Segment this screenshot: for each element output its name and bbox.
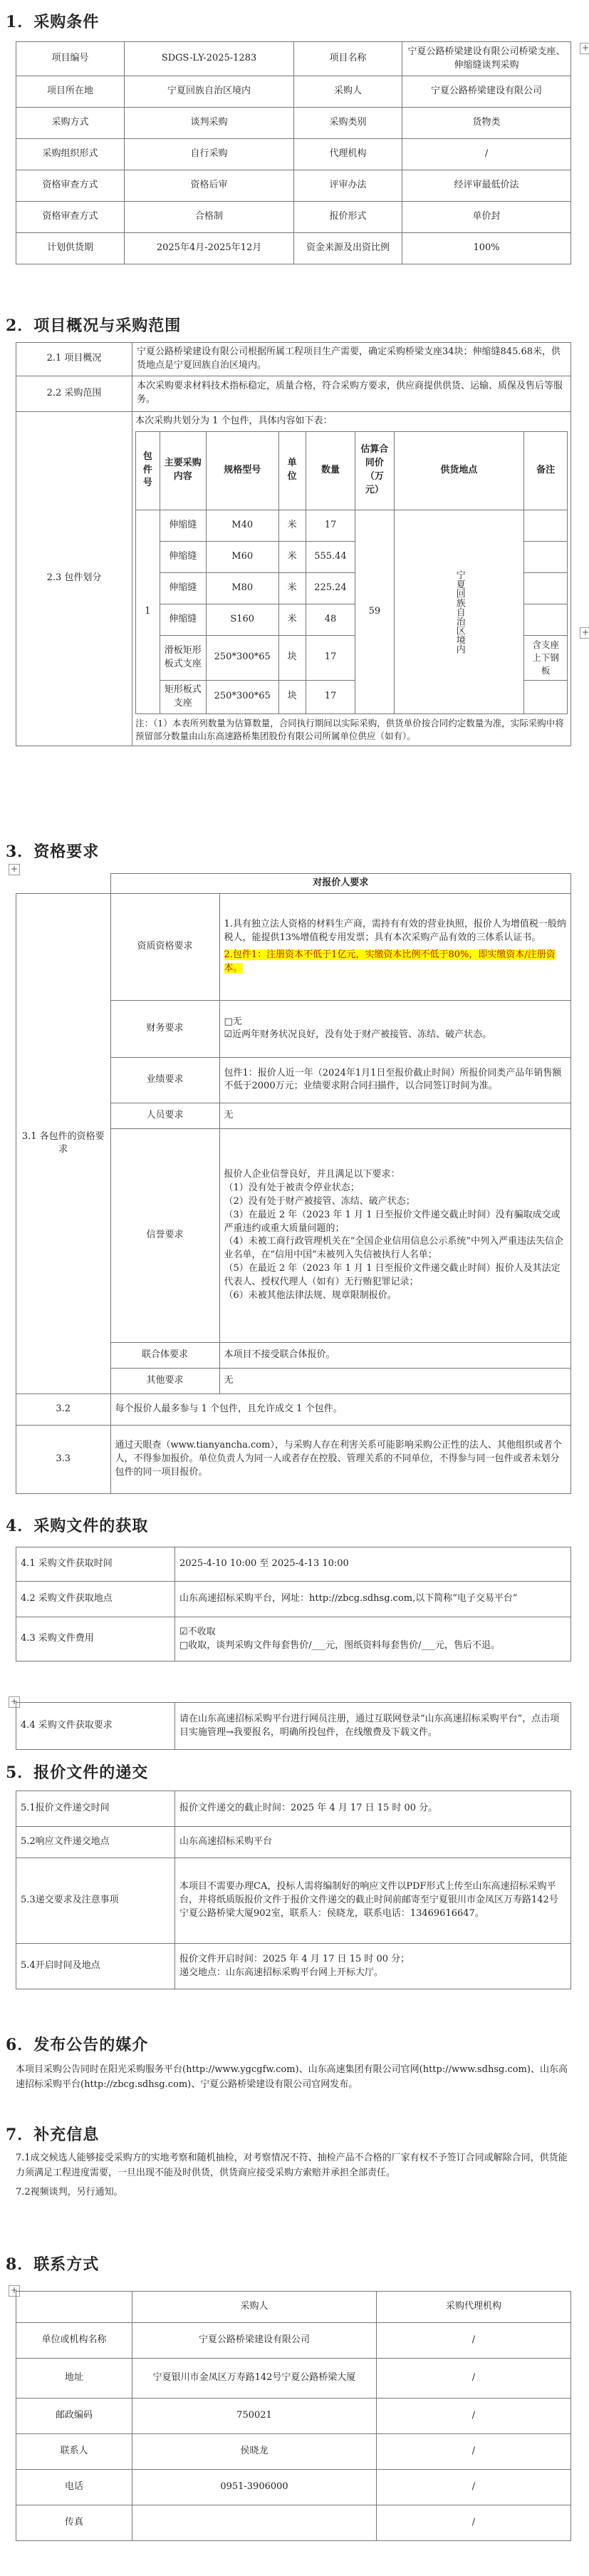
package-header-cell: 数量 — [306, 431, 355, 510]
condition-key: 项目所在地 — [16, 76, 125, 108]
rule-33-label: 3.3 — [16, 1425, 111, 1493]
package-header-cell: 备注 — [524, 431, 568, 510]
condition-key: 采购组织形式 — [16, 139, 125, 170]
package-cell: M80 — [206, 572, 278, 604]
procurement-conditions-table — [16, 41, 571, 264]
package-cell: 伸缩缝 — [160, 572, 206, 604]
condition-key: 资格审查方式 — [16, 170, 125, 202]
acquisition-key: 4.2 采购文件获取地点 — [16, 1582, 175, 1617]
package-footnote: 注：（1）本表所列数量为估算数量，合同执行期间以实际采购，供货单价按合同约定数量为准，实际采购中将预留部分数量由山东高速路桥集团股份有限公司所属单位供应（如有）。 — [135, 717, 564, 741]
estimated-price: 59 — [355, 510, 394, 713]
qualification-text: 本项目不接受联合体报价。 — [224, 1349, 335, 1360]
section-3-title: 3．资格要求 — [6, 843, 100, 861]
package-cell: 块 — [278, 680, 306, 713]
condition-key: 项目编号 — [16, 42, 125, 76]
package-header-cell: 供货地点 — [394, 431, 524, 510]
conditions-row — [16, 202, 571, 233]
contact-cell: / — [377, 2434, 571, 2470]
package-cell: 555.44 — [306, 541, 355, 572]
package-remark — [524, 604, 568, 635]
condition-value: / — [402, 139, 571, 170]
contact-cell: 联系人 — [16, 2434, 132, 2470]
qualification-value — [219, 1368, 571, 1393]
submission-row — [16, 1858, 571, 1944]
contact-cell: / — [377, 2505, 571, 2541]
condition-value: 资格后审 — [125, 170, 294, 202]
package-cell: 伸缩缝 — [160, 604, 206, 635]
package-cell: 米 — [278, 541, 306, 572]
contact-table — [16, 2291, 571, 2541]
package-header-cell: 单位 — [278, 431, 306, 510]
supplement-line: 7.2视频谈判，另行通知。 — [16, 2186, 123, 2198]
section-2-title: 2．项目概况与采购范围 — [6, 316, 182, 335]
section-5-title: 5．报价文件的递交 — [6, 1763, 149, 1782]
condition-key: 采购类别 — [294, 108, 402, 139]
acq-req-text: 请在山东高速招标采购平台进行网员注册，通过互联网登录“山东高速招标采购平台”，点击项目实施管理→我要报名，明确所投包件，在线缴费及下载文件。 — [175, 1703, 571, 1750]
condition-key: 计划供货期 — [16, 233, 125, 264]
plus-icon[interactable]: + — [9, 864, 20, 875]
contact-row — [16, 2470, 571, 2505]
conditions-row — [16, 42, 571, 76]
condition-key: 评审办法 — [294, 170, 402, 202]
acquisition-requirement-table — [16, 1702, 571, 1750]
qualification-text: 无 — [224, 1109, 234, 1120]
package-cell: 伸缩缝 — [160, 510, 206, 541]
condition-key: 项目名称 — [294, 42, 402, 76]
package-cell: 48 — [306, 604, 355, 635]
package-cell: M40 — [206, 510, 278, 541]
contact-cell: / — [377, 2359, 571, 2399]
condition-key: 采购方式 — [16, 108, 125, 139]
conditions-row — [16, 76, 571, 108]
acquisition-row — [16, 1547, 571, 1582]
package-cell: 250*300*65 — [206, 680, 278, 713]
condition-value: 谈判采购 — [125, 108, 294, 139]
submission-key: 5.2响应文件递交地点 — [16, 1827, 175, 1858]
contact-header-cell: 采购人 — [132, 2292, 377, 2323]
package-cell: 米 — [278, 604, 306, 635]
acquisition-key: 4.3 采购文件费用 — [16, 1617, 175, 1661]
condition-value: 宁夏公路桥梁建设有限公司桥梁支座、伸缩缝谈判采购 — [402, 42, 571, 76]
contact-cell: 侯晓龙 — [132, 2434, 377, 2470]
qualification-key: 其他要求 — [110, 1368, 219, 1393]
package-intro: 本次采购共划分为 1 个包件，具体内容如下表： — [135, 415, 333, 426]
contact-header-cell — [16, 2292, 132, 2323]
condition-key: 资格审查方式 — [16, 202, 125, 233]
condition-value: 合格制 — [125, 202, 294, 233]
contact-cell: 电话 — [16, 2470, 132, 2505]
qualification-text: 1.具有独立法人资格的材料生产商，需持有有效的营业执照，报价人为增值税一般纳税人，能提供13%增值税专用发票；具有本次采购产品有效的三体系认证书。 — [224, 918, 566, 943]
plus-icon[interactable]: + — [580, 43, 589, 54]
conditions-row — [16, 139, 571, 170]
plus-icon[interactable]: + — [580, 627, 589, 639]
submission-key: 5.3递交要求及注意事项 — [16, 1858, 175, 1944]
qualification-value — [219, 1000, 571, 1057]
scope-text: 本次采购要求材料技术指标稳定，质量合格，符合采购方要求，供应商提供供货、运输、质保及售后等服务。 — [132, 376, 571, 411]
contact-row — [16, 2399, 571, 2434]
qualification-value — [219, 1057, 571, 1103]
section-6-title: 6．发布公告的媒介 — [6, 2036, 149, 2054]
qualification-key: 资质资格要求 — [110, 893, 219, 1000]
delivery-place: 宁夏回族自治区境内 — [394, 510, 524, 713]
condition-key: 资金来源及出资比例 — [294, 233, 402, 264]
rule-32-label: 3.2 — [16, 1393, 111, 1425]
qualification-key: 财务要求 — [110, 1000, 219, 1057]
contact-cell: 邮政编码 — [16, 2399, 132, 2434]
qualification-key: 联合体要求 — [110, 1342, 219, 1368]
contact-cell: 单位或机构名称 — [16, 2323, 132, 2359]
submission-row — [16, 1944, 571, 1989]
package-remark — [524, 541, 568, 572]
condition-value: 经评审最低价法 — [402, 170, 571, 202]
qualification-value — [219, 1342, 571, 1368]
condition-key: 报价形式 — [294, 202, 402, 233]
qualification-value — [219, 1103, 571, 1128]
contact-cell: 传真 — [16, 2505, 132, 2541]
condition-value: 宁夏回族自治区境内 — [125, 76, 294, 108]
package-number: 1 — [136, 510, 160, 713]
qualification-value — [219, 1128, 571, 1342]
package-remark — [524, 510, 568, 541]
condition-value: 2025年4月-2025年12月 — [125, 233, 294, 264]
condition-value: SDGS-LY-2025-1283 — [125, 42, 294, 76]
contact-header-row — [16, 2292, 571, 2323]
contact-header-cell: 采购代理机构 — [377, 2292, 571, 2323]
package-header-cell: 包件号 — [136, 431, 160, 510]
qualification-value — [219, 893, 571, 1000]
package-remark: 含支座上下钢板 — [524, 635, 568, 680]
overview-text: 宁夏公路桥梁建设有限公司根据所属工程项目生产需要，确定采购桥梁支座34块；伸缩缝845.68米，供货地点是宁夏回族自治区境内。 — [132, 343, 571, 376]
acquisition-value: ☑不收取 □收取，谈判采购文件每套售价/___元，图纸资料每套售价/___元，售后不退。 — [175, 1617, 571, 1661]
contact-cell: 0951-3906000 — [132, 2470, 377, 2505]
acquisition-row — [16, 1617, 571, 1661]
section-8-title: 8．联系方式 — [6, 2255, 100, 2274]
package-cell: 块 — [278, 635, 306, 680]
package-row — [136, 510, 568, 541]
package-cell: 滑板矩形板式支座 — [160, 635, 206, 680]
package-cell: M60 — [206, 541, 278, 572]
package-header-cell: 规格型号 — [206, 431, 278, 510]
section-7-title: 7．补充信息 — [6, 2126, 100, 2144]
qualification-text: 报价人企业信誉良好，并且满足以下要求： （1）没有处于被责令停业状态； （2）没有处于财产被接管、冻结、破产状态； （3）在最近 2 年（2023 年 1 月 1 日至报价文件递交截止时间）没有骗取成交或严重违约或重大质量问题的； （4）未被工商行政管理机关在“全国企业信用信息公示系统”中列入严重违法失信企业名单，在“信用中国”未被列入失信被执行人名单； （5）在最近 2 年（2023 年 1 月 1 日至报价文件递交截止时间）报价人及其法定代表人、授权代理人（如有）无行贿犯罪记录； （6）未被其他法律法规、规章限制报价。 — [224, 1169, 564, 1301]
condition-value: 宁夏公路桥梁建设有限公司 — [402, 76, 571, 108]
highlight-text: 2.包件1：注册资本不低于1亿元，实缴资本比例不低于80%，即实缴资本/注册资本。 — [224, 949, 556, 974]
package-cell: 17 — [306, 510, 355, 541]
package-label: 2.3 包件划分 — [16, 411, 132, 746]
package-cell: 矩形板式支座 — [160, 680, 206, 713]
acquisition-value: 山东高速招标采购平台，网址：http://zbcg.sdhsg.com,以下简称“电子交易平台” — [175, 1582, 571, 1617]
package-cell: 米 — [278, 572, 306, 604]
contact-row — [16, 2359, 571, 2399]
package-cell: S160 — [206, 604, 278, 635]
qualification-table — [16, 873, 571, 1494]
acq-req-label: 4.4 采购文件获取要求 — [16, 1703, 175, 1750]
package-cell: 伸缩缝 — [160, 541, 206, 572]
supplement-lines — [16, 2151, 571, 2204]
acquisition-value: 2025-4-10 10:00 至 2025-4-13 10:00 — [175, 1547, 571, 1582]
qualification-text: 无 — [224, 1374, 234, 1386]
contact-cell: 宁夏银川市金凤区万寿路142号宁夏公路桥梁大厦 — [132, 2359, 377, 2399]
media-text: 本项目采购公告同时在阳光采购服务平台(http://www.ygcgfw.com)、山东高速集团有限公司官网(http://www.sdhsg.com)、山东高速招标采购平台(http://zbcg.sdhsg.com)、宁夏公路桥梁建设有限公司官网发布。 — [16, 2064, 568, 2090]
package-table — [135, 431, 568, 714]
submission-row — [16, 1827, 571, 1858]
condition-value: 自行采购 — [125, 139, 294, 170]
condition-key: 代理机构 — [294, 139, 402, 170]
package-header-cell: 主要采购内容 — [160, 431, 206, 510]
acquisition-row — [16, 1582, 571, 1617]
highlighted-requirement — [224, 949, 567, 976]
section-4-title: 4．采购文件的获取 — [6, 1517, 149, 1535]
plus-icon[interactable]: + — [9, 2285, 20, 2297]
submission-value: 本项目不需要办理CA，投标人需将编制好的响应文件以PDF形式上传至山东高速招标采购平台，并将纸质版报价文件于报价文件递交的截止时间前邮寄至宁夏银川市金凤区万寿路142号宁夏公路桥梁大厦902室，联系人：侯晓龙，联系电话：13469616647。 — [175, 1858, 571, 1944]
contact-cell — [132, 2505, 377, 2541]
project-overview-table — [16, 342, 571, 746]
document-acquisition-table — [16, 1547, 571, 1661]
condition-key: 采购人 — [294, 76, 402, 108]
package-remark — [524, 680, 568, 713]
submission-key: 5.1报价文件递交时间 — [16, 1791, 175, 1827]
contact-cell: 750021 — [132, 2399, 377, 2434]
conditions-row — [16, 108, 571, 139]
condition-value: 100% — [402, 233, 571, 264]
plus-icon[interactable]: + — [9, 1696, 20, 1708]
package-header-cell: 估算合同价（万元） — [355, 431, 394, 510]
acquisition-key: 4.1 采购文件获取时间 — [16, 1547, 175, 1582]
overview-label: 2.1 项目概况 — [16, 343, 132, 376]
qualification-key: 业绩要求 — [110, 1057, 219, 1103]
contact-cell: / — [377, 2470, 571, 2505]
qualification-row — [16, 893, 571, 1000]
submission-row — [16, 1791, 571, 1827]
contact-row — [16, 2505, 571, 2541]
qualification-key: 信誉要求 — [110, 1128, 219, 1342]
supplement-line: 7.1成交候选人能够接受采购方的实地考察和随机抽检，对考察情况不符、抽检产品不合格的厂家有权不予签订合同或解除合同，供货能力须满足工程进度需要，一旦出现不能及时供货，供货商应接受采购方索赔并承担全部责任。 — [16, 2153, 568, 2178]
package-cell: 250*300*65 — [206, 635, 278, 680]
section-1-title: 1．采购条件 — [6, 13, 100, 31]
conditions-row — [16, 233, 571, 264]
qualification-group-label: 3.1 各包件的资格要求 — [16, 893, 111, 1393]
qualification-text: 包件1：报价人近一年（2024年1月1日至报价截止时间）所报价同类产品年销售额不低于2000万元；业绩要求附合同扫描件，以合同签订时间为准。 — [224, 1067, 562, 1092]
conditions-row — [16, 170, 571, 202]
condition-value: 单价封 — [402, 202, 571, 233]
contact-cell: / — [377, 2399, 571, 2434]
condition-value: 货物类 — [402, 108, 571, 139]
package-cell: 米 — [278, 510, 306, 541]
scope-label: 2.2 采购范围 — [16, 376, 132, 411]
package-cell: 17 — [306, 635, 355, 680]
contact-cell: 宁夏公路桥梁建设有限公司 — [132, 2323, 377, 2359]
qualification-head: 对报价人要求 — [110, 874, 571, 894]
contact-row — [16, 2323, 571, 2359]
contact-cell: 地址 — [16, 2359, 132, 2399]
submission-value: 报价文件开启时间：2025 年 4 月 17 日 15 时 00 分； 递交地点：山东高速招标采购平台网上开标大厅。 — [175, 1944, 571, 1989]
submission-key: 5.4开启时间及地点 — [16, 1944, 175, 1989]
contact-row — [16, 2434, 571, 2470]
package-cell: 225.24 — [306, 572, 355, 604]
submission-value: 山东高速招标采购平台 — [175, 1827, 571, 1858]
submission-value: 报价文件递交的截止时间：2025 年 4 月 17 日 15 时 00 分。 — [175, 1791, 571, 1827]
contact-cell: / — [377, 2323, 571, 2359]
submission-table — [16, 1791, 571, 1989]
package-cell: 17 — [306, 680, 355, 713]
package-remark — [524, 572, 568, 604]
rule-32-text: 每个报价人最多参与 1 个包件，且允许成交 1 个包件。 — [110, 1393, 571, 1425]
rule-33-text: 通过天眼查（www.tianyancha.com），与采购人存在利害关系可能影响采购公正性的法人、其他组织或者个人，不得参加报价。单位负责人为同一人或者存在控股、管理关系的不同单位，不得参与同一包件或者未划分包件的同一项目报价。 — [110, 1425, 571, 1493]
qualification-key: 人员要求 — [110, 1103, 219, 1128]
qualification-text: □无 ☑近两年财务状况良好，没有处于财产被接管、冻结、破产状态。 — [224, 1016, 492, 1041]
